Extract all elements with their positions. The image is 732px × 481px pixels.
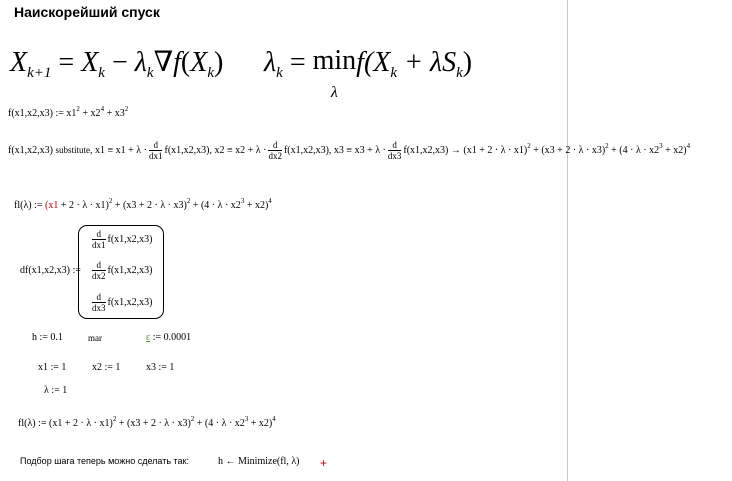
frac-numerator: d [92, 260, 106, 271]
formula-sub: k [456, 65, 463, 81]
gradient-row-1 [90, 229, 153, 250]
fl-evaluated[interactable] [18, 415, 276, 430]
insert-cursor-marker[interactable]: + [320, 456, 328, 470]
frac-numerator: d [92, 292, 106, 303]
frac-numerator: d [92, 229, 106, 240]
expr-text: + 2 · λ · x1) [58, 200, 109, 211]
gradient-row-2 [90, 260, 153, 281]
formula-x: X [10, 47, 28, 78]
epsilon-assignment[interactable] [146, 332, 191, 344]
formula-paren: ) [214, 47, 224, 78]
frac-numerator: d [388, 140, 402, 151]
expr-text: f(x1,x2,x3) [107, 233, 153, 245]
min-operator [313, 47, 357, 103]
expr-text: + (4 · λ · x2 [190, 200, 241, 211]
expr-text: , x1 ≡ x1 + λ · [90, 144, 147, 156]
formula-x: X [190, 47, 208, 78]
gradient-row-3 [90, 292, 153, 313]
expr-text: + x2) [248, 418, 273, 429]
frac-denominator: dx3 [387, 151, 402, 161]
formula-eq: = [58, 47, 75, 78]
formula-paren: ) [462, 47, 473, 78]
expr-text: f(x1,x2,x3), x2 ≡ x2 + λ · [164, 144, 267, 156]
expr-text: + (4 · λ · x2 [194, 418, 245, 429]
exponent: 2 [108, 197, 113, 205]
frac-denominator: dx2 [268, 151, 282, 161]
substitute-keyword: substitute [55, 144, 91, 155]
expr-text: f(x1,x2,x3) [107, 264, 153, 276]
formula-f: f(X [356, 47, 391, 78]
page-title: Наискорейший спуск [14, 4, 160, 20]
expr-text: f(x1,x2,x3), x3 ≡ x3 + λ · [283, 144, 386, 156]
formula-minus: − [111, 47, 128, 78]
exponent: 2 [112, 415, 117, 423]
h-assignment[interactable]: h := 0.1 [32, 332, 63, 343]
exponent: 3 [240, 197, 245, 205]
derivative-operator [92, 260, 106, 281]
expr-text: f(x1,x2,x3) := x1 [8, 108, 77, 119]
frac-denominator: dx1 [92, 240, 106, 250]
expr-text: + (4 · λ · x2 [608, 144, 660, 156]
expr-text: → (x1 + 2 · λ · x1) [450, 144, 528, 156]
expr-text: f(x1,x2,x3) [107, 296, 153, 308]
exponent: 2 [527, 141, 531, 150]
expr-text: + x2 [79, 108, 101, 119]
expr-text: + x3 [104, 108, 125, 119]
derivative-operator [388, 140, 402, 161]
substitute-expression[interactable] [8, 140, 690, 161]
frac-denominator: dx2 [92, 271, 106, 281]
expr-text: f(x1,x2,x3) [8, 144, 53, 156]
formula-sub: k [207, 65, 215, 81]
frac-denominator: dx1 [148, 151, 163, 161]
formula-lambda: λ [134, 47, 147, 78]
formula-plus-lambda-s: + λS [397, 47, 457, 78]
expr-text: := 0.0001 [150, 332, 192, 343]
expr-text: f(x1,x2,x3) [403, 144, 449, 156]
formula-eq: = [289, 47, 306, 78]
formula-sub: k+1 [27, 65, 52, 81]
nabla-symbol: ∇ [153, 47, 174, 78]
exponent: 4 [686, 141, 691, 150]
exponent: 4 [272, 415, 276, 423]
step-size-formula [264, 47, 472, 103]
expr-text: fl(λ) := (x1 + 2 · λ · x1) [18, 418, 113, 429]
exponent: 2 [186, 197, 191, 205]
derivative-operator [268, 140, 282, 161]
expr-text: + (x3 + 2 · λ · x3) [530, 144, 606, 156]
formula-lambda: λ [264, 47, 277, 78]
gradient-step-formula [10, 47, 223, 79]
exponent: 4 [100, 105, 105, 113]
exponent: 2 [124, 105, 129, 113]
formula-sub: k [98, 65, 105, 81]
exponent: 2 [190, 415, 195, 423]
fl-definition[interactable] [14, 197, 272, 212]
frac-numerator: d [149, 140, 163, 151]
expr-text: fl(λ) := [14, 200, 46, 211]
min-subscript: λ [330, 84, 338, 101]
expr-text: + x2) [244, 200, 269, 211]
step-note: Подбор шага теперь можно сделать так: [20, 456, 189, 466]
minimize-expression[interactable]: h ← Minimize(fl, λ) [218, 456, 300, 467]
mar-text[interactable]: mar [88, 333, 102, 343]
formula-sub: k [390, 65, 398, 81]
derivative-operator [149, 140, 163, 161]
expr-text: + (x3 + 2 · λ · x3) [116, 418, 191, 429]
lambda-assignment[interactable]: λ := 1 [44, 385, 68, 396]
formula-x: X [81, 47, 99, 78]
exponent: 2 [76, 105, 80, 113]
frac-denominator: dx3 [92, 303, 106, 313]
formula-f: f [173, 47, 181, 78]
exponent: 3 [244, 415, 249, 423]
formula-sub: k [276, 65, 283, 81]
x1-assignment[interactable]: x1 := 1 [38, 362, 67, 373]
formula-paren: ( [180, 47, 191, 78]
derivative-operator [92, 229, 106, 250]
exponent: 2 [605, 141, 609, 150]
x2-assignment[interactable]: x2 := 1 [92, 362, 121, 373]
min-label: min [312, 45, 357, 76]
exponent: 4 [268, 197, 272, 205]
function-definition[interactable] [8, 105, 129, 120]
expr-text-highlight: (x1 [45, 200, 59, 211]
exponent: 3 [659, 141, 663, 150]
derivative-operator [92, 292, 106, 313]
expr-text: + x2) [662, 144, 687, 156]
x3-assignment[interactable]: x3 := 1 [146, 362, 175, 373]
frac-numerator: d [268, 140, 282, 151]
expr-text: + (x3 + 2 · λ · x3) [112, 200, 187, 211]
page-margin-line [567, 0, 568, 481]
df-definition-lhs[interactable]: df(x1,x2,x3) := [20, 265, 81, 276]
epsilon-symbol: ε [146, 332, 151, 343]
formula-sub: k [146, 65, 154, 81]
